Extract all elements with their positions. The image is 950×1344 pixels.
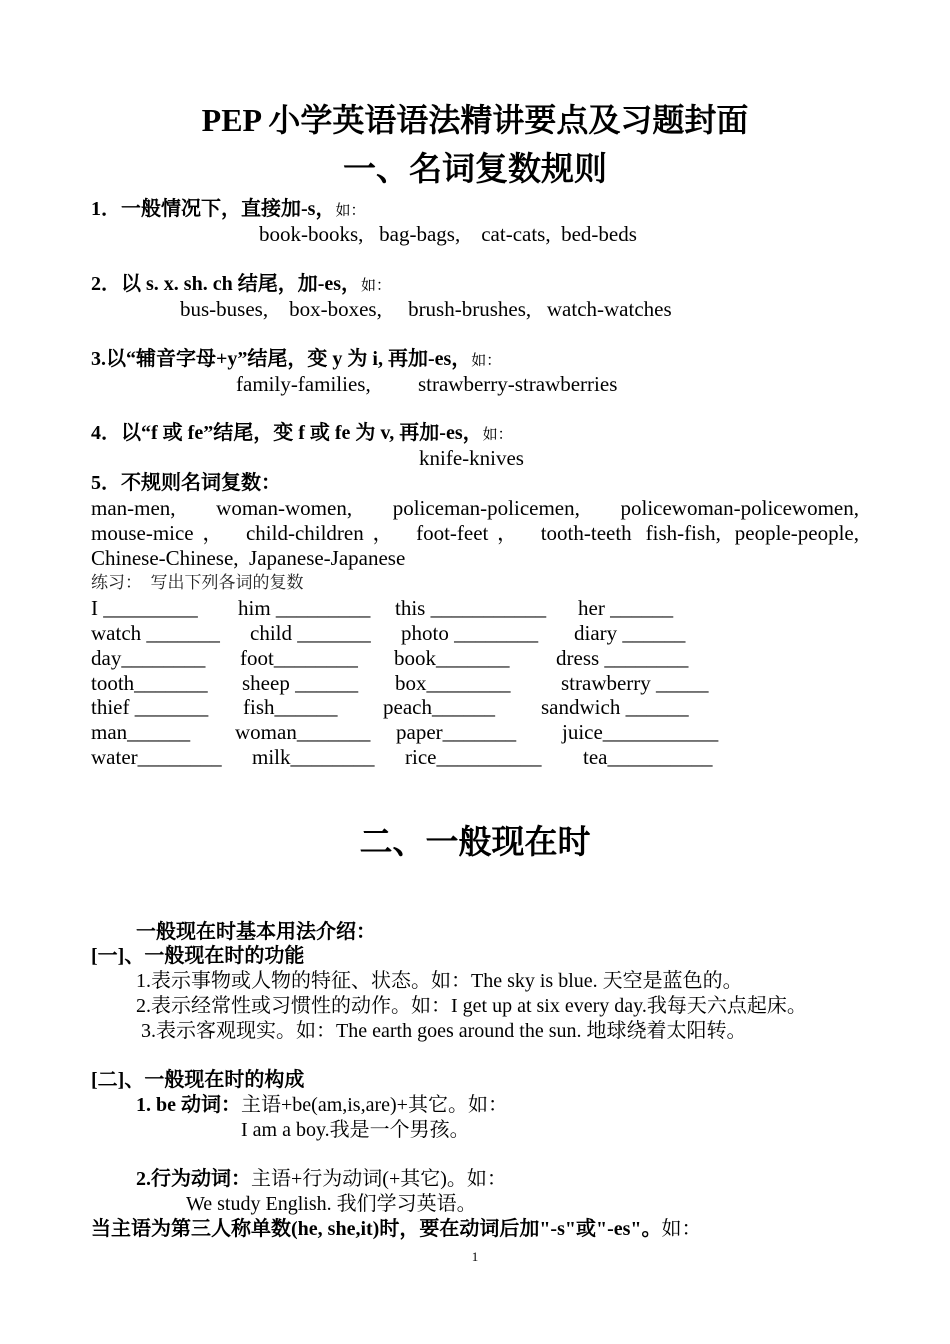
- be-verb-example: I am a boy.我是一个男孩。: [241, 1119, 470, 1141]
- exercise-cell: woman_______: [235, 720, 371, 744]
- exercise-cell: milk________: [252, 745, 375, 769]
- part-2-heading: [二]、一般现在时的构成: [91, 1069, 305, 1091]
- exercise-cell: strawberry _____: [561, 671, 709, 695]
- rule-3-note: 如：: [471, 353, 502, 369]
- third-person-rule: [91, 1219, 702, 1239]
- rule-3-label: 3.以“辅音字母+y”结尾，变 y 为 i, 再加-es，: [91, 348, 472, 370]
- third-person-note: 如：: [661, 1218, 702, 1240]
- exercise-cell: foot________: [240, 646, 358, 670]
- rule-5-line-1: man-men, woman-women, policeman-policemen, policewoman-policewomen,: [91, 496, 859, 520]
- rule-5-line-3: Chinese-Chinese, Japanese-Japanese: [91, 546, 406, 570]
- rule-2: [91, 274, 391, 294]
- be-verb-text: 主语+be(am,is,are)+其它。如：: [241, 1094, 508, 1116]
- exercise-cell: I _________: [91, 596, 198, 620]
- be-verb-label: 1. be 动词：: [136, 1094, 241, 1116]
- page-title: PEP 小学英语语法精讲要点及习题封面: [201, 102, 749, 138]
- exercise-cell: tea__________: [583, 745, 713, 769]
- part-1-item: 2.表示经常性或习惯性的动作。如：I get up at six every day.我每天六点起床。: [136, 995, 807, 1017]
- exercise-cell: paper_______: [396, 720, 517, 744]
- exercise-cell: tooth_______: [91, 671, 208, 695]
- exercise-cell: her ______: [578, 596, 674, 620]
- page-number: 1: [471, 1249, 479, 1264]
- exercise-cell: child _______: [250, 621, 371, 645]
- exercise-cell: man______: [91, 720, 191, 744]
- rule-2-examples: bus-buses, box-boxes, brush-brushes, watch-watches: [180, 297, 672, 321]
- third-person-text: 当主语为第三人称单数(he, she,it)时，要在动词后加"-s"或"-es"。: [91, 1218, 662, 1240]
- exercise-cell: photo ________: [401, 621, 539, 645]
- exercise-cell: him _________: [238, 596, 371, 620]
- exercise-cell: dress ________: [556, 646, 689, 670]
- exercise-cell: watch _______: [91, 621, 220, 645]
- rule-1-examples: book-books, bag-bags, cat-cats, bed-beds: [259, 222, 637, 246]
- part-1-heading: [一]、一般现在时的功能: [91, 945, 305, 967]
- exercise-cell: water________: [91, 745, 222, 769]
- rule-2-note: 如：: [361, 278, 392, 294]
- section-heading-nouns: 一、名词复数规则: [343, 152, 607, 188]
- rule-5-line-2: mouse-mice， child-children， foot-feet， tooth-teeth fish-fish, people-people,: [91, 521, 859, 545]
- action-verb-example: We study English. 我们学习英语。: [186, 1193, 477, 1215]
- rule-2-label: 2．以 s. x. sh. ch 结尾，加-es，: [91, 273, 362, 295]
- exercise-cell: peach______: [383, 695, 495, 719]
- exercise-cell: this ___________: [395, 596, 547, 620]
- exercise-cell: diary ______: [574, 621, 686, 645]
- rule-4-note: 如：: [482, 427, 513, 443]
- exercise-cell: box________: [395, 671, 511, 695]
- exercise-cell: day________: [91, 646, 206, 670]
- rule-5-label: 5．不规则名词复数：: [91, 472, 281, 494]
- rule-3-examples: family-families, strawberry-strawberries: [236, 372, 618, 396]
- part-1-item: 3.表示客观现实。如：The earth goes around the sun. 地球绕着太阳转。: [141, 1020, 747, 1042]
- be-verb-rule: [136, 1095, 508, 1115]
- rule-3: [91, 349, 501, 369]
- section-2-intro: 一般现在时基本用法介绍：: [136, 921, 376, 943]
- exercise-cell: sheep ______: [242, 671, 359, 695]
- rule-1-label: 1．一般情况下，直接加-s，: [91, 198, 336, 220]
- action-verb-rule: [136, 1169, 507, 1189]
- exercise-cell: juice___________: [562, 720, 719, 744]
- rule-4: [91, 423, 513, 443]
- rule-1: [91, 199, 365, 219]
- exercise-cell: book_______: [394, 646, 510, 670]
- rule-4-examples: knife-knives: [419, 446, 524, 470]
- rule-4-label: 4．以“f 或 fe”结尾，变 f 或 fe 为 v, 再加-es，: [91, 422, 483, 444]
- exercise-cell: sandwich ______: [541, 695, 689, 719]
- exercise-cell: thief _______: [91, 695, 209, 719]
- exercise-cell: rice__________: [405, 745, 542, 769]
- exercise-cell: fish______: [243, 695, 338, 719]
- section-heading-present-tense: 二、一般现在时: [359, 825, 591, 861]
- rule-1-note: 如：: [335, 203, 366, 219]
- action-verb-text: 主语+行为动词(+其它)。如：: [251, 1168, 507, 1190]
- exercise-label: 练习： 写出下列各词的复数: [91, 573, 304, 592]
- part-1-item: 1.表示事物或人物的特征、状态。如：The sky is blue. 天空是蓝色的。: [136, 970, 743, 992]
- action-verb-label: 2.行为动词：: [136, 1168, 251, 1190]
